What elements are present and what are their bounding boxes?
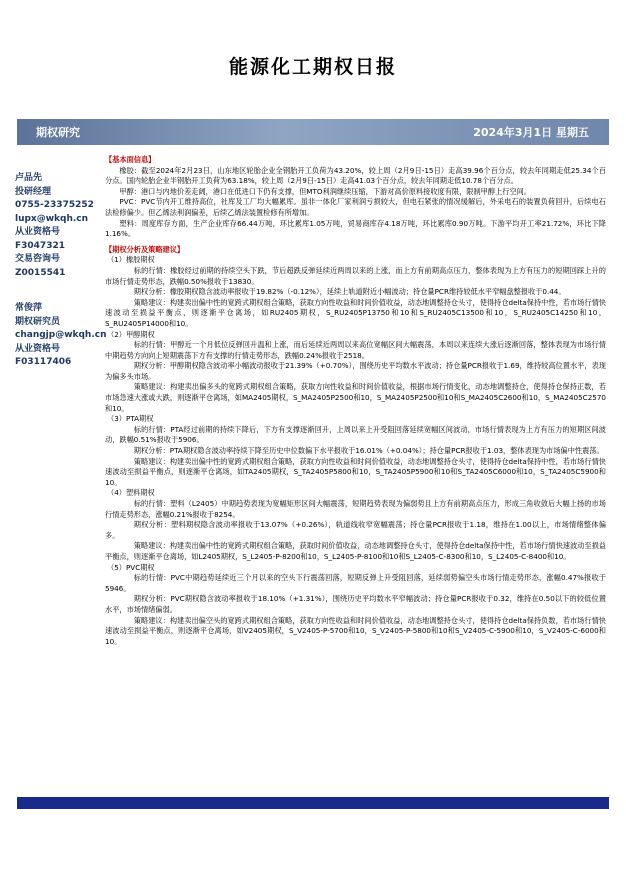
strategy-pvc-para: 策略建议：构建卖出偏空头的宽跨式期权组合策略，获取方向性收益和时间价值收益，动态地调整持仓头寸，使得持仓delta保持负数，若市场行情快速波动至损益平衡点，则逐渐平仓离场，如V2405期权，S_V2405-P-5700和10，S_V2405-P-5800和10和S_V2405-C-5900和10，S_V2405-C-6000和10。 <box>105 615 606 646</box>
report-body <box>105 155 606 795</box>
analyst-email[interactable]: lupx@wkqh.cn <box>15 213 89 224</box>
analyst-name: 常俊萍 <box>15 303 43 313</box>
footer-bar <box>17 797 609 809</box>
strategy-rubber-para: 策略建议：构建卖出偏中性的宽跨式期权组合策略，获取方向性收益和时间价值收益，动态地调整持仓头寸，使得持仓delta保持中性，若市场行情快速波动至损益平衡点，则逐渐平仓离场，如RU2405期权，S_RU2405P13750和10和S_RU2405C13500和10，S_RU2405C14250和10，S_RU2405P14000和10。 <box>105 297 606 328</box>
strategy-plastic-para: 期权分析：塑料期权隐含波动率报收于13.07%（+0.26%），轨道线收窄宽幅震荡；持仓量PCR报收于1.18，维持在1.00以上，市场情绪整体偏多。 <box>105 520 606 540</box>
strategy-title-pta: （3）PTA期权 <box>107 414 154 424</box>
basics-plastic: 塑料：周度库存方面，生产企业库存66.44万吨，环比累库1.05万吨，贸易商库存4.18万吨，环比累库0.90万吨。下游平均开工率21.72%，环比下降1.16%。 <box>105 218 606 239</box>
strategy-pta-para: 期权分析：PTA期权隐含波动率持续下降至历史中位数偏下水平报收于16.01%（+0.04%）；持仓量PCR报收于1.03，整体表现为市场偏中性震荡。 <box>133 446 604 456</box>
basics-header: 【基本面信息】 <box>105 155 156 164</box>
strategy-header: 【期权分析及策略建议】 <box>105 244 185 254</box>
basics-methanol: 甲醇：港口与内地价差走阔，港口在低进口下仍有支撑，但MTO利润继续压缩，下游对高价原料接收度有限，限制甲醇上行空间。 <box>119 186 531 196</box>
analyst-cert-label: 从业资格号 <box>15 227 61 237</box>
strategy-pta-para: 策略建议：构建卖出偏中性的宽跨式期权组合策略，获取方向性收益和时间价值收益，动态地调整持仓头寸，使得持仓delta保持中性，若市场行情快速波动至损益平衡点，则逐渐平仓离场，如TA2405期权，S_TA2405P5800和10，S_TA2405P5900和10和S_TA2405C6000和10，S_TA2405C5900和10。 <box>105 456 606 487</box>
header-banner <box>17 119 609 145</box>
analyst-cert-number: F3047321 <box>15 240 65 251</box>
report-title: 能源化工期权日报 <box>228 56 397 78</box>
analyst-email[interactable]: changjp@wkqh.cn <box>15 330 107 340</box>
analyst-sidebar <box>15 172 113 370</box>
strategy-pvc-para: 标的行情：PVC中期趋势延续近三个月以来的空头下行震荡回落，短期反弹上升受阻回落，延续弱势偏空头市场行情走势形态，涨幅0.47%报收于5946。 <box>105 573 606 593</box>
strategy-plastic-para: 标的行情：塑料（L2405）中期趋势表现为宽幅矩形区间大幅震荡，短期趋势表现为偏弱势且上方有前期高点压力，形成三角收敛后大幅上扬的市场行情走势形态，涨幅0.21%报收于8254。 <box>105 499 606 519</box>
strategy-title-plastic: （4）塑料期权 <box>107 488 155 498</box>
strategy-methanol-para: 标的行情：甲醇近一个月低位反弹回升温和上涨，而后延续近两周以来高位宽幅区间大幅震荡，本周以来连续大涨后逐渐回落，整体表现为市场行情中期趋势方向向上短期震荡下方有支撑的行情走势形态，跌幅0.24%报收于2518。 <box>105 340 606 360</box>
basics-rubber: 橡胶：截至2024年2月23日，山东地区轮胎企业全钢胎开工负荷为43.20%，较上周（2月9日-15日）走高39.96个百分点，较去年同期走低25.34个百分点。国内轮胎企业半钢胎开工负荷为63.18%，较上周（2月9日-15日）走高41.03个百分点，较去年同期走低10.78个百分点。 <box>105 165 606 186</box>
analyst-role: 投研经理 <box>15 186 52 197</box>
basics-pvc: PVC：PVC节内开工维持高位，社库及工厂均大幅累库。虽非一体化厂家利润亏损较大，但电石紧张的情况缓解后，外采电石的装置负荷回升，后续电石法检修偏少。但乙烯法利润偏差，后续乙烯法装置检修有所增加。 <box>105 197 606 217</box>
strategy-methanol-para: 策略建议：构建卖出偏多头的宽跨式期权组合策略，获取方向性收益和时间价值收益，根据市场行情变化，动态地调整持仓，使得持仓保持正数，若市场急速大涨或大跌，则逐渐平仓离场，如MA2405期权，S_MA2405P2500和10，S_MA2405P2500和10和S_MA2405C2600和10，S_MA2405C2570和10。 <box>105 382 606 413</box>
strategy-rubber-para: 期权分析：橡胶期权隐含波动率报收于19.82%（-0.12%），延续上轨道附近小幅波动；持仓量PCR维持较低水平窄幅盘整报收于0.44。 <box>133 287 566 297</box>
analyst-cert-label: 从业资格号 <box>15 343 61 354</box>
analyst-phone: 0755-23375252 <box>15 200 94 210</box>
strategy-title-methanol: （2）甲醇期权 <box>107 329 155 339</box>
strategy-rubber-para: 标的行情：橡胶经过前期的持续空头下跌，节后超跌反弹延续近两周以来的上涨，而上方有前期高点压力，整体表现为上方有压力的短期回踩上升的市场行情走势形态，跌幅0.50%报收于13830。 <box>105 265 606 286</box>
strategy-pvc-para: 期权分析：PVC期权隐含波动率报收于18.10%（+1.31%），围绕历史平均数水平窄幅波动；持仓量PCR报收于0.32，维持在0.50以下的较低位置水平，市场情绪偏弱。 <box>105 594 606 614</box>
strategy-plastic-para: 策略建议：构建卖出偏中性的宽跨式期权组合策略，获取时间价值收益，动态地调整持仓头寸，使得持仓delta保持中性，若市场行情快速波动至损益平衡点，则逐渐平仓离场，如L2405期权，S_L2405-P-8200和10，S_L2405-P-8100和10和S_L2405-C-8300和10，S_L2405-C-8400和10。 <box>105 541 606 561</box>
banner-date: 2024年3月1日 星期五 <box>473 126 589 139</box>
analyst-consult-label: 交易咨询号 <box>15 254 61 264</box>
strategy-title-pvc: （5）PVC期权 <box>107 562 155 572</box>
analyst-role: 期权研究员 <box>15 316 61 327</box>
banner-category: 期权研究 <box>36 126 80 139</box>
strategy-title-rubber: （1）橡胶期权 <box>107 255 155 265</box>
strategy-methanol-para: 期权分析：甲醇期权隐含波动率小幅波动报收于21.39%（+0.70%），围绕历史平均数水平波动；持仓量PCR报收于1.69，维持较高位置水平，表现为偏多头市场。 <box>105 361 606 381</box>
analyst-cert-number: F03117406 <box>15 357 72 367</box>
analyst-consult-number: Z0015541 <box>15 267 66 278</box>
strategy-pta-para: 标的行情：PTA经过前期的持续下降后，下方有支撑逐渐回升，上周以来上升受阻回落延续宽幅区间波动，市场行情表现为上方有压力的短期区间波动，跌幅0.51%报收于5906。 <box>105 424 606 445</box>
analyst-name: 卢品先 <box>15 173 43 183</box>
strategy-list <box>105 255 606 647</box>
